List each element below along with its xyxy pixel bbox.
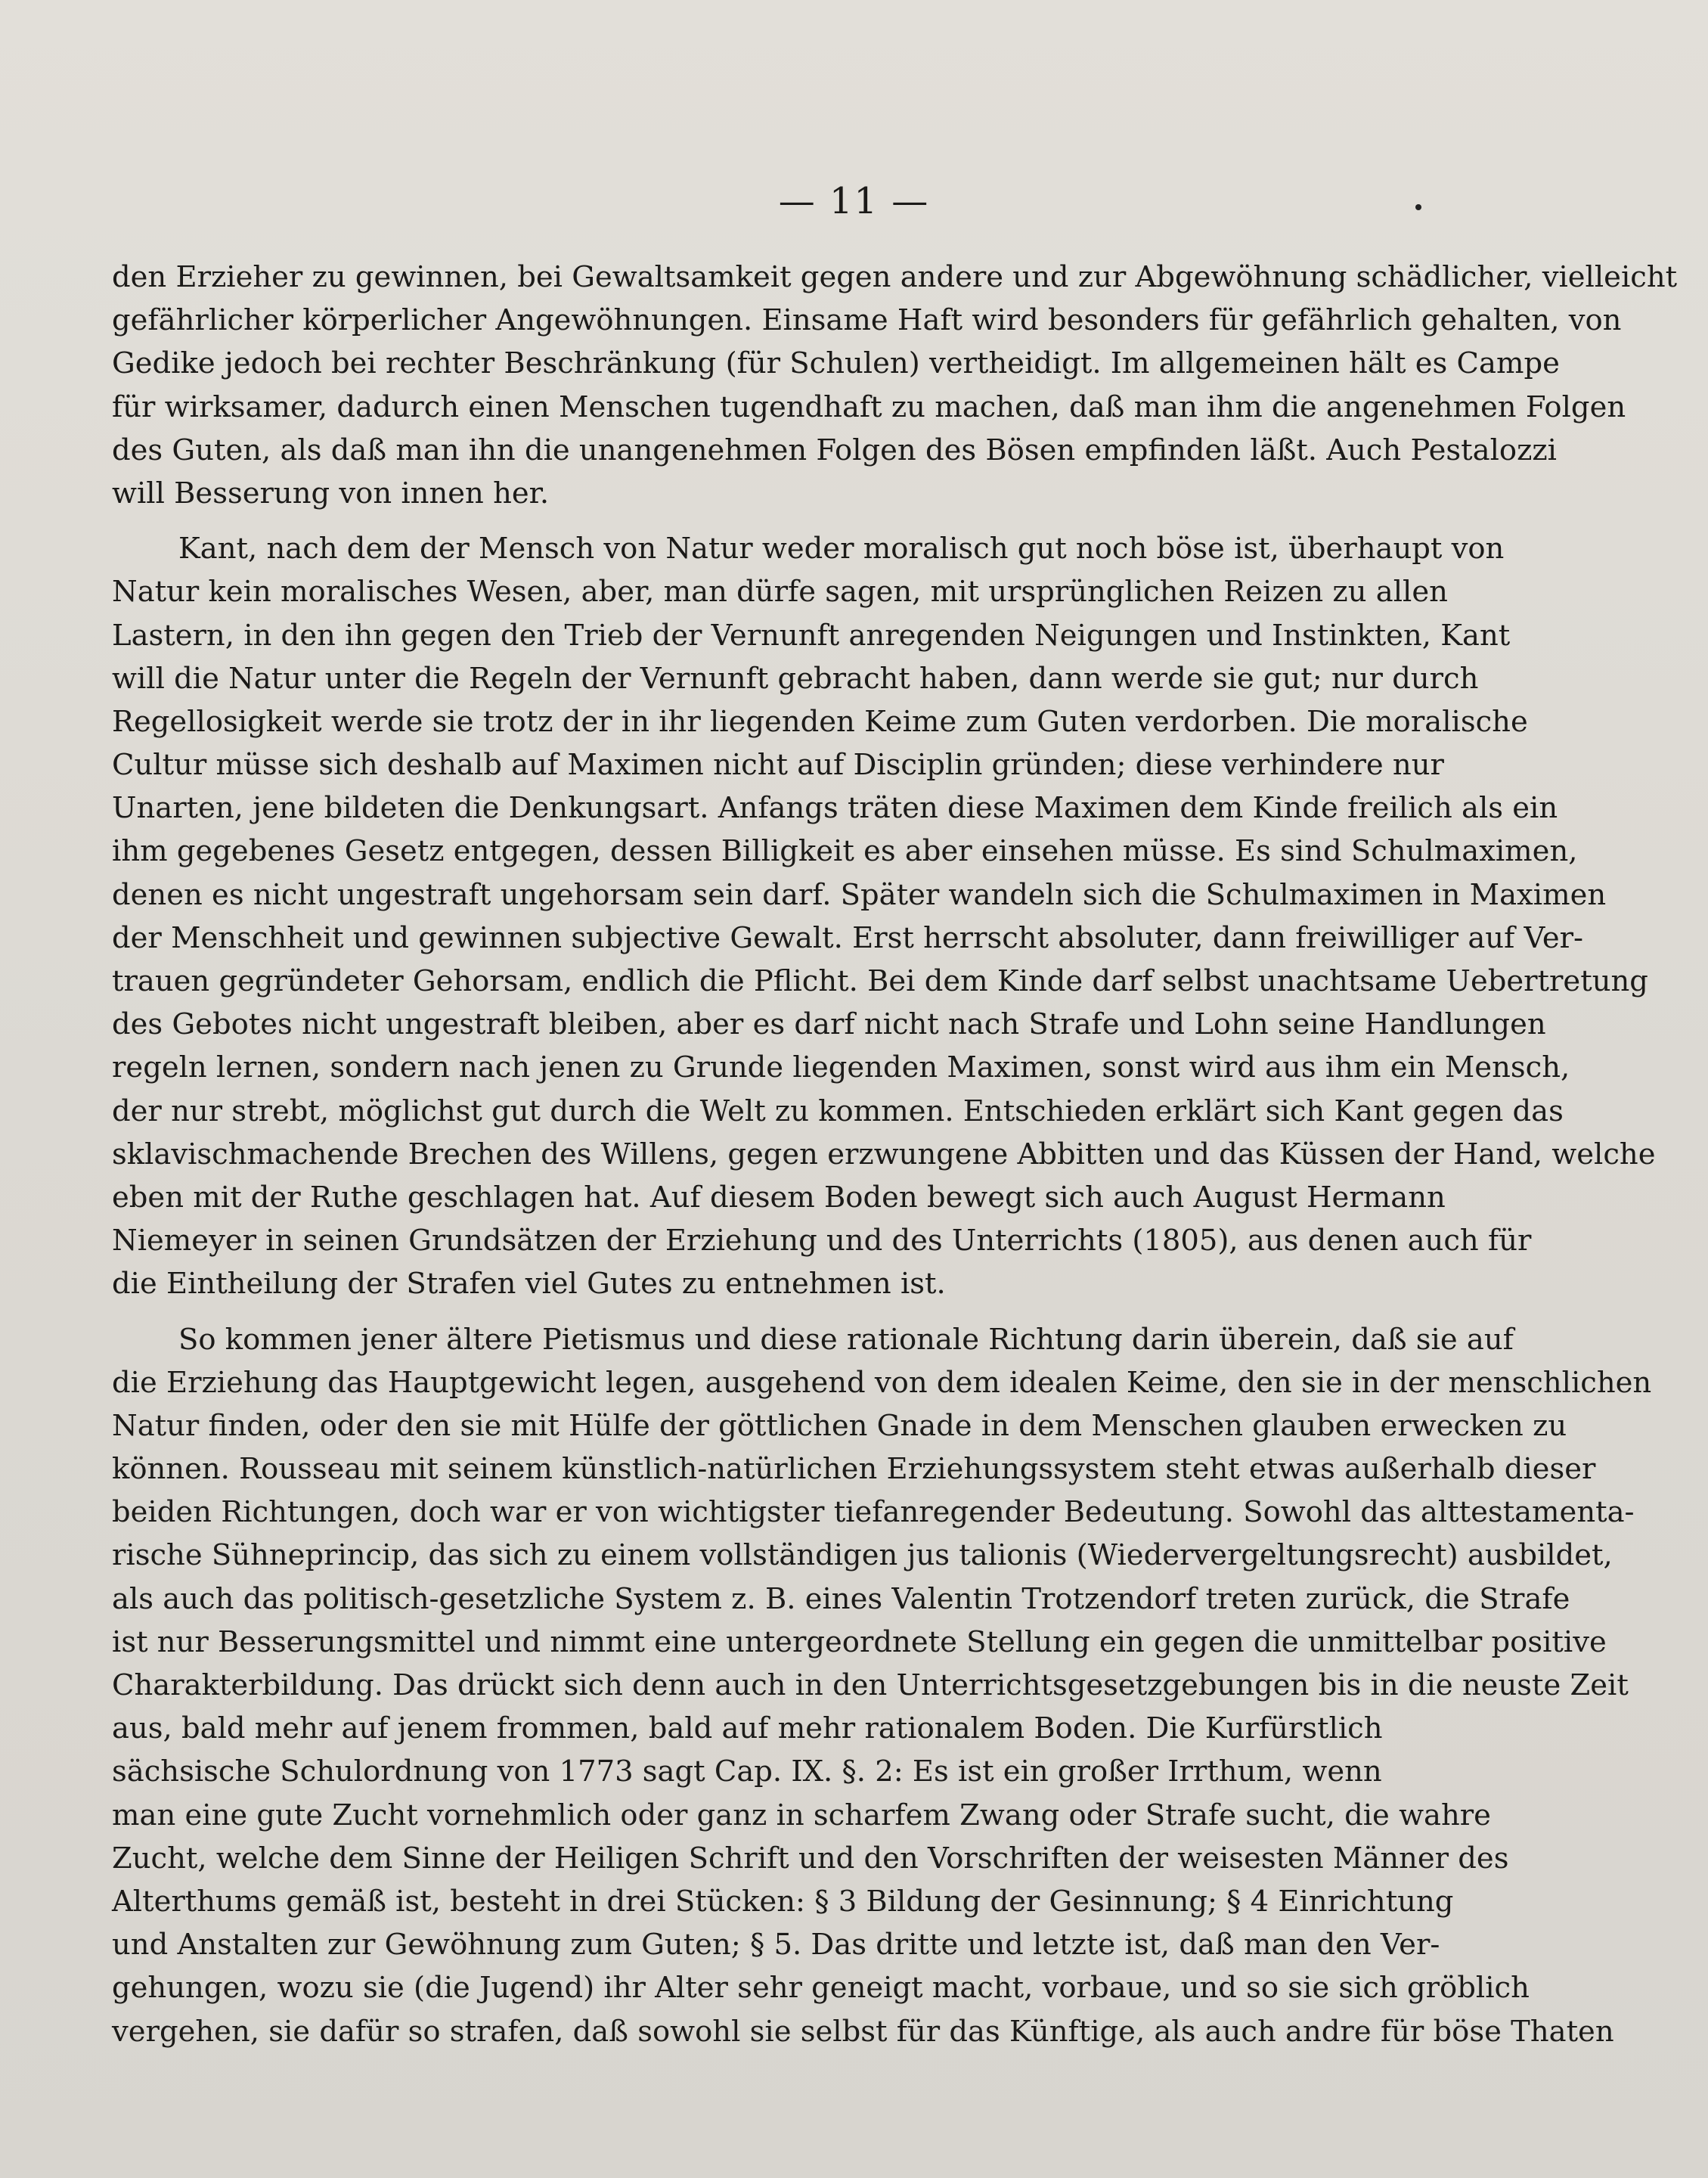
text-line: will Besserung von innen her. [112, 476, 550, 510]
text-line: will die Natur unter die Regeln der Vernunft gebracht haben, dann werde sie gut; nur durch [112, 661, 1479, 696]
text-line: Niemeyer in seinen Grundsätzen der Erziehung und des Unterrichts (1805), aus denen auch für [112, 1224, 1532, 1258]
body-text [112, 256, 1678, 2053]
text-line: der nur strebt, möglichst gut durch die Welt zu kommen. Entschieden erklärt sich Kant gegen das [112, 1094, 1564, 1128]
text-line: Regellosigkeit werde sie trotz der in ihr liegenden Keime zum Guten verdorben. Die moralische [112, 704, 1528, 739]
text-line: Lastern, in den ihn gegen den Trieb der Vernunft anregenden Neigungen und Instinkten, Kant [112, 618, 1511, 653]
text-line: ist nur Besserungsmittel und nimmt eine untergeordnete Stellung ein gegen die unmittelbar positive [112, 1624, 1607, 1659]
text-line: des Gebotes nicht ungestraft bleiben, aber es darf nicht nach Strafe und Lohn seine Handlungen [112, 1007, 1546, 1042]
text-line: als auch das politisch-gesetzliche System z. B. eines Valentin Trotzendorf treten zurück, die Strafe [112, 1581, 1570, 1616]
page-number: — 11 — [778, 180, 930, 222]
text-line: Alterthums gemäß ist, besteht in drei Stücken: § 3 Bildung der Gesinnung; § 4 Einrichtung [112, 1884, 1454, 1919]
paragraph-start-line: Kant, nach dem der Mensch von Natur weder moralisch gut noch böse ist, überhaupt von [178, 532, 1505, 566]
text-line: Charakterbildung. Das drückt sich denn auch in den Unterrichtsgesetzgebungen bis in die neuste Zeit [112, 1668, 1629, 1702]
text-line: für wirksamer, dadurch einen Menschen tugendhaft zu machen, daß man ihm die angenehmen Folgen [112, 389, 1626, 424]
text-line: aus, bald mehr auf jenem frommen, bald auf mehr rationalem Boden. Die Kurfürstlich [112, 1711, 1383, 1746]
text-line: denen es nicht ungestraft ungehorsam sein darf. Später wandeln sich die Schulmaximen in Maximen [112, 877, 1607, 912]
text-line: Gedike jedoch bei rechter Beschränkung (für Schulen) vertheidigt. Im allgemeinen hält es Campe [112, 346, 1560, 381]
text-line: trauen gegründeter Gehorsam, endlich die Pflicht. Bei dem Kinde darf selbst unachtsame Uebertretung [112, 964, 1648, 998]
text-line: Unarten, jene bildeten die Denkungsart. Anfangs träten diese Maximen dem Kinde freilich als ein [112, 791, 1558, 826]
text-line: Zucht, welche dem Sinne der Heiligen Schrift und den Vorschriften der weisesten Männer des [112, 1841, 1509, 1876]
text-line: Natur kein moralisches Wesen, aber, man dürfe sagen, mit ursprünglichen Reizen zu allen [112, 575, 1448, 610]
text-line: rische Sühneprincip, das sich zu einem vollständigen jus talionis (Wiedervergeltungsrecht) ausbildet, [112, 1538, 1613, 1573]
text-line: Cultur müsse sich deshalb auf Maximen nicht auf Disciplin gründen; diese verhindere nur [112, 748, 1444, 783]
text-line: des Guten, als daß man ihn die unangenehmen Folgen des Bösen empfinden läßt. Auch Pestalozzi [112, 433, 1557, 467]
text-line: der Menschheit und gewinnen subjective Gewalt. Erst herrscht absoluter, dann freiwilliger auf Ver- [112, 920, 1584, 955]
print-speck [1415, 204, 1421, 210]
text-line: gehungen, wozu sie (die Jugend) ihr Alter sehr geneigt macht, vorbaue, und so sie sich gröblich [112, 1971, 1530, 2006]
text-line: regeln lernen, sondern nach jenen zu Grunde liegenden Maximen, sonst wird aus ihm ein Mensch, [112, 1050, 1570, 1085]
text-line: Natur finden, oder den sie mit Hülfe der göttlichen Gnade in dem Menschen glauben erwecken zu [112, 1408, 1567, 1443]
text-line: können. Rousseau mit seinem künstlich-natürlichen Erziehungssystem steht etwas außerhalb dieser [112, 1452, 1596, 1487]
text-line: vergehen, sie dafür so strafen, daß sowohl sie selbst für das Künftige, als auch andre für böse Thaten [112, 2014, 1614, 2049]
text-line: man eine gute Zucht vornehmlich oder ganz in scharfem Zwang oder Strafe sucht, die wahre [112, 1798, 1491, 1832]
text-line: und Anstalten zur Gewöhnung zum Guten; § 5. Das dritte und letzte ist, daß man den Ver- [112, 1928, 1440, 1962]
text-line: den Erzieher zu gewinnen, bei Gewaltsamkeit gegen andere und zur Abgewöhnung schädlicher, vielleicht [112, 260, 1678, 294]
paragraph-start-line: So kommen jener ältere Pietismus und diese rationale Richtung darin überein, daß sie auf [178, 1322, 1514, 1357]
text-line: sächsische Schulordnung von 1773 sagt Cap. IX. §. 2: Es ist ein großer Irrthum, wenn [112, 1754, 1382, 1789]
text-line: sklavischmachende Brechen des Willens, gegen erzwungene Abbitten und das Küssen der Hand, welche [112, 1137, 1656, 1171]
text-line: die Erziehung das Hauptgewicht legen, ausgehend von dem idealen Keime, den sie in der menschlichen [112, 1365, 1652, 1400]
text-line: die Eintheilung der Strafen viel Gutes zu entnehmen ist. [112, 1267, 946, 1302]
text-line: beiden Richtungen, doch war er von wichtigster tiefanregender Bedeutung. Sowohl das alttestamenta- [112, 1495, 1635, 1530]
text-line: eben mit der Ruthe geschlagen hat. Auf diesem Boden bewegt sich auch August Hermann [112, 1180, 1446, 1215]
text-line: ihm gegebenes Gesetz entgegen, dessen Billigkeit es aber einsehen müsse. Es sind Schulmaximen, [112, 834, 1578, 869]
text-line: gefährlicher körperlicher Angewöhnungen. Einsame Haft wird besonders für gefährlich gehalten, von [112, 303, 1622, 338]
